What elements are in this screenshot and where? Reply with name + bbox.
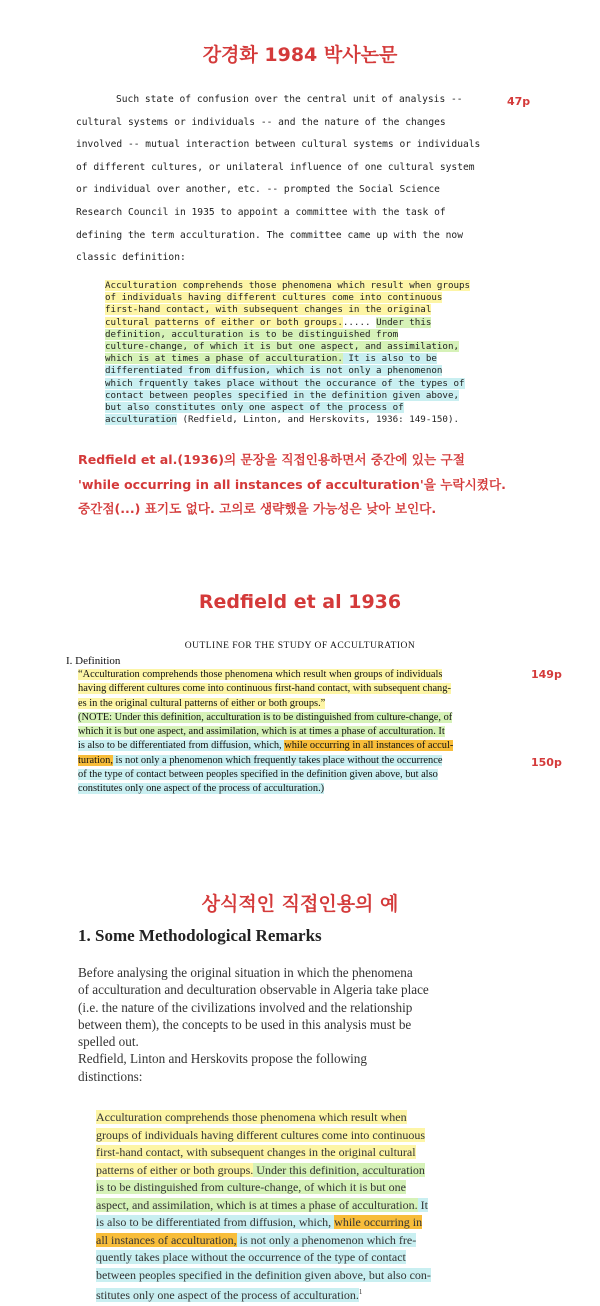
thesis-line: cultural systems or individuals -- and the nature of the changes [76, 116, 446, 128]
highlighted-phrase: contact between peoples specified in the definition given above, [105, 389, 460, 401]
highlighted-phrase: is not only a phenomenon which frequently takes place without the occurrence [112, 754, 443, 766]
book-line: Redfield, Linton and Herskovits propose the following [78, 1051, 367, 1067]
thesis-line: involved -- mutual interaction between cultural systems or individuals [76, 139, 481, 151]
highlighted-phrase: while occurring in all instances of accul- [284, 740, 454, 752]
highlighted-phrase: all instances of acculturation, [96, 1232, 237, 1247]
highlighted-phrase: which it is but one aspect, and assimilation, which is at times a phase of acculturation. It [78, 726, 445, 738]
quote-line [78, 768, 518, 782]
highlighted-phrase: first-hand contact, with subsequent changes in the original [105, 304, 432, 316]
quote-line [78, 739, 518, 753]
book-line: spelled out. [78, 1034, 139, 1050]
highlighted-phrase: is also to be differentiated from diffusion, which, [78, 740, 285, 752]
quote-line [96, 1249, 518, 1267]
redfield-article-heading: OUTLINE FOR THE STUDY OF ACCULTURATION [184, 641, 416, 651]
highlighted-phrase: definition, acculturation is to be distinguished from [105, 328, 399, 340]
book-line: between them), the concepts to be used in this analysis must be [78, 1016, 412, 1032]
quote-line [96, 1179, 518, 1197]
highlighted-phrase: es in the original cultural patterns of either or both groups.” [78, 697, 326, 709]
quote-line [105, 402, 490, 414]
highlighted-phrase: Under this [376, 316, 432, 328]
highlighted-phrase: “Acculturation comprehends those phenomena which result when groups of individuals [78, 669, 443, 680]
highlighted-phrase: Acculturation comprehends those phenomena which result when groups [105, 280, 471, 291]
highlighted-phrase: Under this definition, acculturation [253, 1162, 425, 1177]
section3-title: 상식적인 직접인용의 예 [201, 893, 399, 915]
highlighted-phrase: cultural patterns of either or both groups. [105, 316, 343, 328]
quote-line [105, 304, 490, 316]
quote-line [78, 697, 518, 711]
highlighted-phrase: of the type of contact between peoples specified in the definition given above, but also [78, 769, 438, 781]
quote-line [105, 341, 490, 353]
thesis-line: Research Council in 1935 to appoint a committee with the task of [76, 206, 446, 218]
highlighted-phrase: having different cultures come into continuous first-hand contact, with subsequent chang- [78, 683, 451, 695]
quote-text: 1 [358, 1288, 363, 1296]
section1-title: 강경화 1984 박사논문 [202, 44, 398, 66]
quote-text: (Redfield, Linton, and Herskovits, 1936: 149-150). [176, 414, 460, 426]
quote-line [96, 1214, 518, 1232]
thesis-scan-paragraph [76, 89, 490, 270]
highlighted-phrase: culture-change, of which it is but one aspect, and assimilation, [105, 341, 460, 353]
highlighted-phrase: first-hand contact, with subsequent changes in the original cultural [96, 1145, 416, 1159]
highlighted-phrase: is also to be differentiated from diffusion, which, [96, 1215, 335, 1229]
thesis-line: or individual over another, etc. -- prompted the Social Science [76, 184, 440, 196]
thesis-block-quote [105, 280, 490, 426]
thesis-line: of different cultures, or unilateral influence of one cultural system [76, 161, 475, 173]
quote-line [96, 1127, 518, 1145]
section2-title: Redfield et al 1936 [198, 591, 402, 613]
highlighted-phrase: (NOTE: Under this definition, acculturation is to be distinguished from culture-change, of [78, 711, 453, 723]
highlighted-phrase: turation, [78, 754, 113, 766]
quote-line [105, 414, 490, 426]
quote-line [96, 1284, 518, 1305]
book-paragraph [78, 964, 533, 1085]
quote-line [105, 329, 490, 341]
page-tag-150p: 150p [531, 756, 562, 769]
page-tag-149p: 149p [531, 668, 562, 681]
book-line: Before analysing the original situation in which the phenomena [78, 965, 413, 980]
book-line: of acculturation and deculturation observable in Algeria take place [78, 982, 429, 998]
quote-line [96, 1162, 518, 1180]
highlighted-phrase: which is at times a phase of acculturation. [105, 353, 343, 365]
highlighted-phrase: is not only a phenomenon which fre- [236, 1232, 417, 1247]
quote-line [105, 390, 490, 402]
highlighted-phrase: constitutes only one aspect of the process of acculturation.) [78, 783, 325, 795]
book-block-quote [96, 1109, 518, 1305]
definition-label: I. Definition [66, 655, 121, 667]
quote-line [78, 782, 518, 796]
quote-line [105, 280, 490, 292]
highlighted-phrase: differentiated from diffusion, which is not only a phenomenon [105, 365, 443, 377]
quote-line [78, 682, 518, 696]
highlighted-phrase: It [417, 1197, 428, 1212]
quote-line [105, 353, 490, 365]
quote-line [105, 378, 490, 390]
redfield-definition-text [78, 668, 518, 797]
thesis-line: Such state of confusion over the central unit of analysis -- [116, 94, 463, 105]
quote-line [78, 668, 518, 682]
highlighted-phrase: aspect, and assimilation, which is at times a phase of acculturation. [96, 1197, 418, 1212]
highlighted-phrase: Acculturation comprehends those phenomena which result when [96, 1110, 407, 1124]
quote-text: ..... [342, 316, 377, 328]
highlighted-phrase: groups of individuals having different cultures come into continuous [96, 1127, 426, 1142]
highlighted-phrase: while occurring in [334, 1215, 423, 1229]
quote-line [96, 1197, 518, 1215]
quote-line [105, 365, 490, 377]
page-tag-47p: 47p [507, 95, 531, 108]
commentary-line: 중간점(...) 표기도 없다. 고의로 생략했을 가능성은 낮아 보인다. [78, 501, 437, 516]
quote-line [96, 1232, 518, 1250]
book-line: (i.e. the nature of the civilizations involved and the relationship [78, 999, 413, 1015]
commentary-line: 'while occurring in all instances of acculturation'을 누락시켰다. [78, 476, 506, 492]
book-line: distinctions: [78, 1068, 143, 1084]
highlighted-phrase: but also constitutes only one aspect of the process of [105, 402, 404, 414]
highlighted-phrase: stitutes only one aspect of the process of acculturation. [96, 1288, 359, 1302]
quote-line [78, 754, 518, 768]
quote-line [96, 1144, 518, 1162]
highlighted-phrase: quently takes place without the occurrence of the type of contact [96, 1250, 406, 1264]
thesis-line: classic definition: [76, 252, 186, 264]
highlighted-phrase: which frquently takes place without the occurance of the types of [105, 377, 465, 389]
highlighted-phrase: It is also to be [342, 353, 437, 365]
quote-line [78, 725, 518, 739]
highlighted-phrase: acculturation [105, 414, 177, 426]
quote-line [105, 292, 490, 304]
quote-line [96, 1267, 518, 1285]
highlighted-phrase: of individuals having different cultures come into continuous [105, 292, 443, 304]
highlighted-phrase: is to be distinguished from culture-change, of which it is but one [96, 1180, 406, 1194]
commentary-note [78, 448, 548, 522]
book-section-heading: 1. Some Methodological Remarks [78, 926, 322, 945]
highlighted-phrase: between peoples specified in the definition given above, but also con- [96, 1267, 431, 1282]
thesis-line: defining the term acculturation. The committee came up with the now [76, 229, 463, 241]
highlighted-phrase: patterns of either or both groups. [96, 1162, 254, 1177]
commentary-line: Redfield et al.(1936)의 문장을 직접인용하면서 중간에 있는 구절 [78, 452, 465, 467]
quote-line [96, 1109, 518, 1127]
quote-line [105, 317, 490, 329]
quote-line [78, 711, 518, 725]
